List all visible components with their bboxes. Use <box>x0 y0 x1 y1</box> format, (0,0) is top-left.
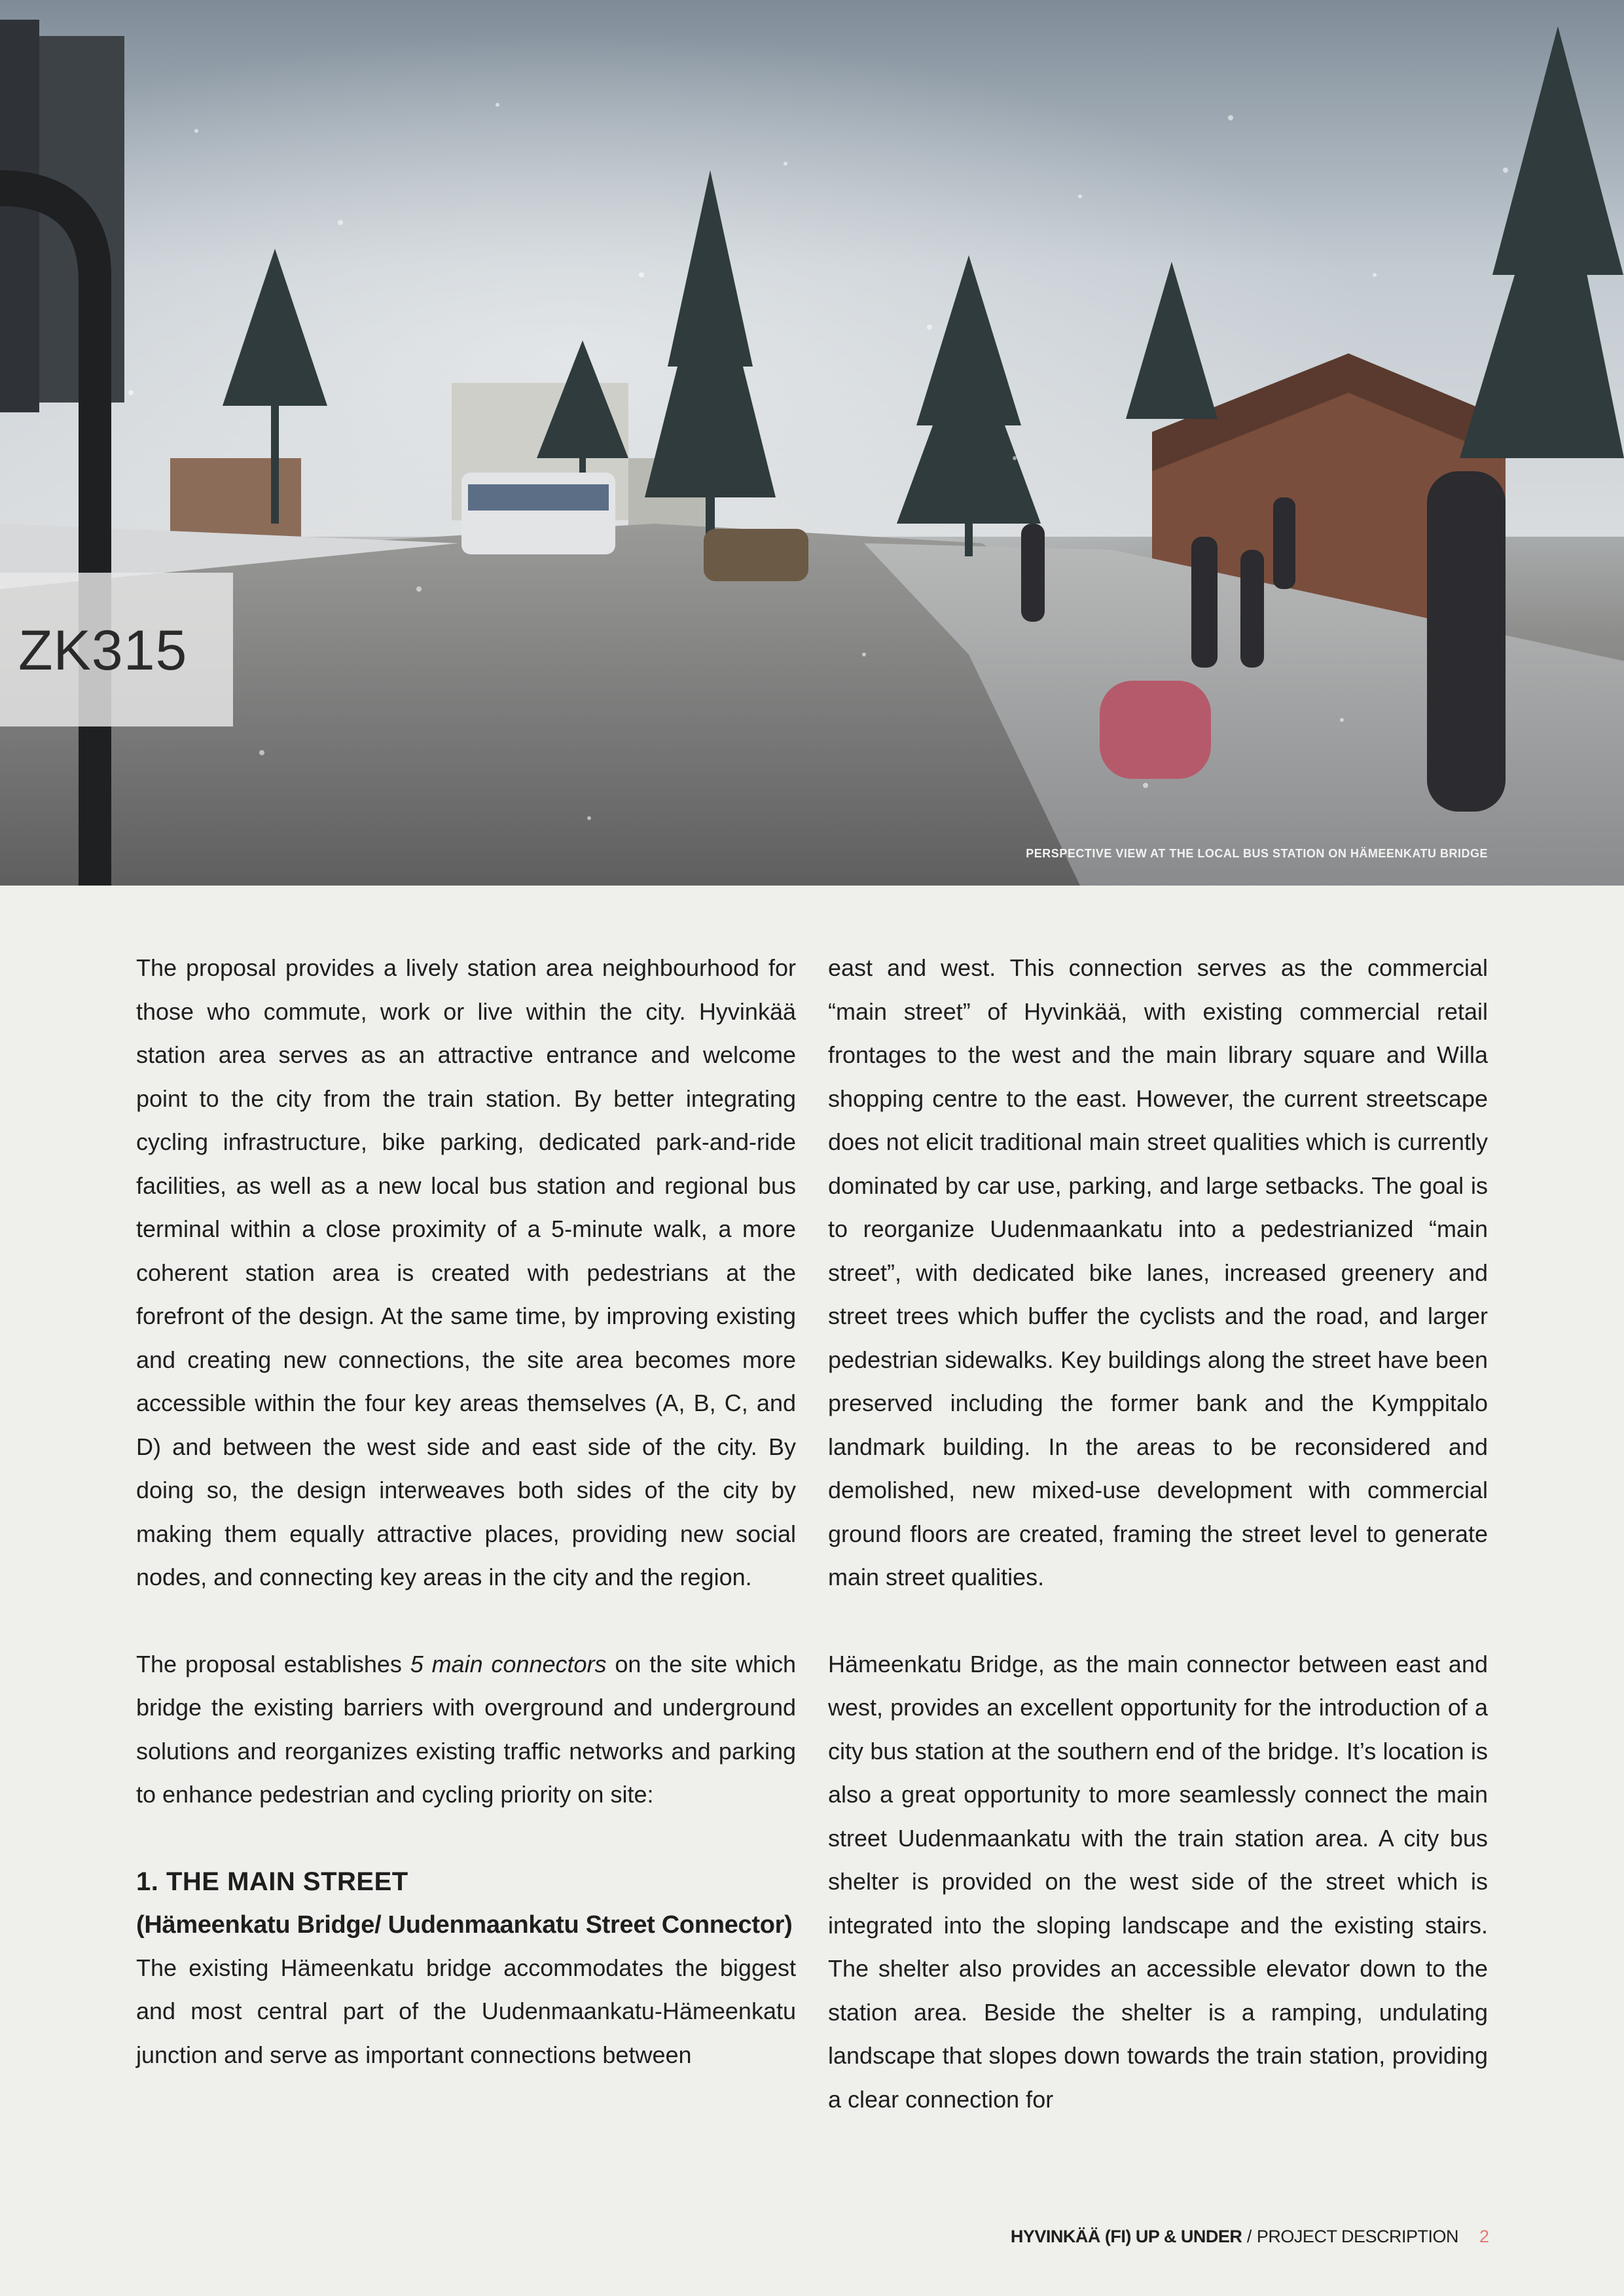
emphasis: 5 main connectors <box>410 1650 607 1677</box>
footer-project-title: HYVINKÄÄ (FI) UP & UNDER <box>1010 2227 1242 2246</box>
paragraph: east and west. This connection serves as the commercial “main street” of Hyvinkää, with existing commercial retail frontages to the west and the main library square and Willa shopping centre to the east. However, the current streetscape does not elicit traditional main street qualities which is currently dominated by car use, parking, and large setbacks. The goal is to reorganize Uudenmaankatu into a pedestrianized “main street”, with dedicated bike lanes, increased greenery and street trees which buffer the cyclists and the road, and larger pedestrian sidewalks. Key buildings along the street have been preserved including the former bank and the Kymppitalo landmark building. In the areas to be reconsidered and demolished, new mixed-use development with commercial ground floors are created, framing the street level to generate main street qualities. <box>828 954 1488 1590</box>
hero-illustration <box>0 0 1624 886</box>
footer-section: PROJECT DESCRIPTION <box>1256 2227 1458 2246</box>
right-column <box>828 946 1488 2121</box>
paragraph: The proposal provides a lively station area neighbourhood for those who commute, work or live within the city. Hyvinkää station area serves as an attractive entrance and welcome point to the city from the train station. By better integrating cycling infrastructure, bike parking, dedicated park-and-ride facilities, as well as a new local bus station and regional bus terminal within a close proximity of a 5-minute walk, a more coherent station area is created with pedestrians at the forefront of the design. At the same time, by improving existing and creating new connections, the site area becomes more accessible within the four key areas themselves (A, B, C, and D) and between the west side and east side of the city. By doing so, the design interweaves both sides of the city by making them equally attractive places, providing new social nodes, and connecting key areas in the city and the region. <box>136 954 796 1590</box>
car <box>704 529 808 581</box>
image-caption: PERSPECTIVE VIEW AT THE LOCAL BUS STATION ON HÄMEENKATU BRIDGE <box>1026 847 1488 860</box>
hero-image <box>0 0 1624 886</box>
paragraph: Hämeenkatu Bridge, as the main connector between east and west, provides an excellent opportunity for the introduction of a city bus station at the southern end of the bridge. It’s location is also a great opportunity to more seamlessly connect the main street Uudenmaankatu with the train station area. A city bus shelter is provided on the west side of the street which is integrated into the sloping landscape and the existing stairs. The shelter also provides an accessible elevator down to the station area. Beside the shelter is a ramping, undulating landscape that slopes down towards the train station, providing a clear connection for <box>828 1650 1488 2113</box>
project-tag: ZK315 <box>18 619 188 682</box>
section-subheading: (Hämeenkatu Bridge/ Uudenmaankatu Street Connector) <box>136 1910 793 1939</box>
left-column <box>136 946 796 2077</box>
section-heading: 1. THE MAIN STREET <box>136 1867 408 1896</box>
paragraph-connectors: The proposal establishes 5 main connectors on the site which bridge the existing barriers with overground and underground solutions and reorganizes existing traffic networks and parking to enhance pedestrian and cycling priority on site: <box>136 1650 796 1808</box>
page-number: 2 <box>1479 2227 1489 2246</box>
paragraph: The existing Hämeenkatu bridge accommodates the biggest and most central part of the Uudenmaankatu-Hämeenkatu junction and serve as important connections between <box>136 1954 796 2068</box>
footer-separator: / <box>1242 2227 1257 2246</box>
page-footer <box>1011 2227 1489 2247</box>
